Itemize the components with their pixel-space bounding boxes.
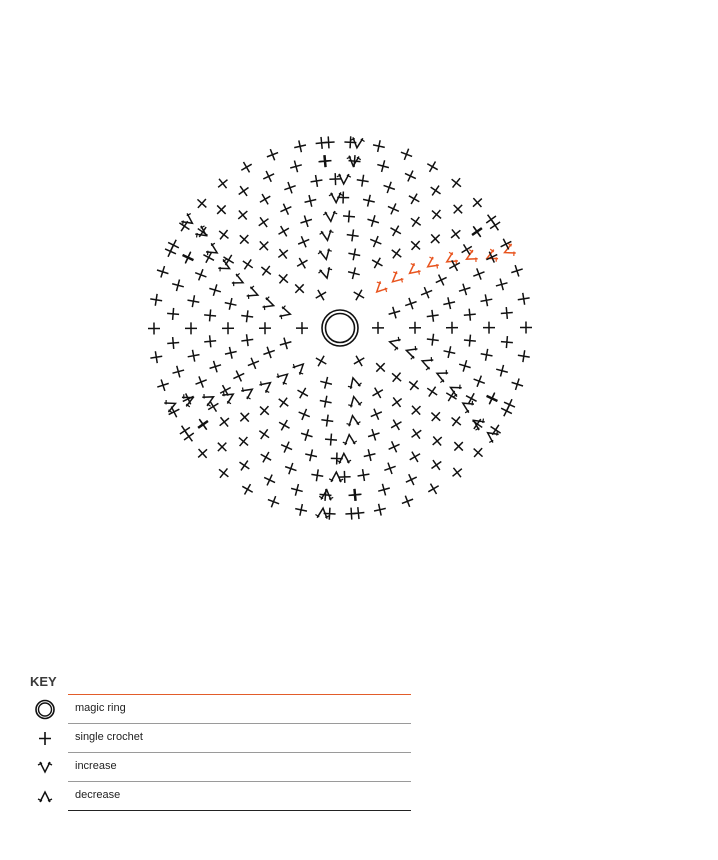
single-crochet-stitch [427, 182, 444, 199]
single-crochet-stitch [406, 191, 422, 207]
single-crochet-stitch [186, 294, 200, 308]
single-crochet-stitch [520, 321, 532, 333]
single-crochet-stitch [442, 296, 456, 310]
single-crochet-stitch [171, 278, 186, 293]
single-crochet-stitch [275, 270, 292, 287]
single-crochet-stitch [222, 322, 234, 334]
single-crochet-stitch [442, 345, 456, 359]
single-crochet-stitch [275, 394, 292, 411]
magic-ring-icon [30, 695, 60, 724]
key-row-magic-ring [30, 695, 411, 724]
key-label: increase [75, 760, 117, 772]
single-crochet-stitch [356, 174, 370, 188]
single-crochet-stitch [181, 428, 198, 445]
single-crochet-stitch [322, 136, 335, 149]
single-crochet-stitch [214, 438, 231, 455]
single-crochet-stitch [310, 468, 324, 482]
single-crochet-stitch [193, 267, 208, 282]
single-crochet-stitch [348, 488, 361, 501]
single-crochet-stitch [231, 368, 247, 384]
single-crochet-stitch [238, 159, 254, 175]
increase-stitch [342, 434, 357, 445]
single-crochet-stitch [167, 307, 180, 320]
single-crochet-stitch [235, 183, 252, 200]
single-crochet-stitch [366, 427, 381, 442]
single-crochet-stitch [262, 472, 278, 488]
single-crochet-stitch [463, 308, 476, 321]
increase-stitch [372, 280, 389, 297]
single-crochet-stitch [387, 305, 402, 320]
single-crochet-stitch [194, 445, 211, 462]
single-crochet-stitch [408, 402, 425, 419]
single-crochet-stitch [261, 345, 276, 360]
single-crochet-stitch [388, 245, 405, 262]
single-crochet-stitch [463, 334, 476, 347]
single-crochet-stitch [469, 416, 486, 433]
single-crochet-stitch [275, 223, 291, 239]
single-crochet-stitch [372, 322, 384, 334]
single-crochet-stitch [382, 180, 397, 195]
single-crochet-stitch [388, 223, 404, 239]
single-crochet-stitch [214, 175, 231, 192]
single-crochet-stitch [278, 201, 294, 217]
single-crochet-stitch [407, 213, 424, 230]
single-crochet-stitch [290, 483, 305, 498]
single-crochet-stitch [433, 272, 449, 288]
single-crochet-stitch [299, 427, 314, 442]
single-crochet-stitch [362, 448, 376, 462]
single-crochet-stitch [296, 407, 312, 423]
single-crochet-stitch [295, 385, 311, 401]
increase-stitch [420, 354, 435, 371]
single-crochet-stitch [148, 322, 160, 334]
single-crochet-stitch [347, 247, 361, 261]
single-crochet-stitch [469, 194, 486, 211]
single-crochet-stitch [386, 439, 402, 455]
single-crochet-stitch [457, 358, 472, 373]
single-crochet-stitch [240, 310, 253, 323]
single-crochet-stitch [484, 391, 500, 407]
single-crochet-stitch [215, 226, 232, 243]
single-crochet-stitch [291, 280, 308, 297]
single-crochet-stitch [517, 349, 531, 363]
single-crochet-stitch [399, 147, 415, 163]
single-crochet-stitch [185, 322, 197, 334]
single-crochet-stitch [500, 336, 513, 349]
single-crochet-stitch [293, 139, 307, 153]
key-label: magic ring [75, 702, 126, 714]
single-crochet-stitch [403, 472, 419, 488]
single-crochet-stitch [382, 461, 397, 476]
key-row-single-crochet [30, 724, 411, 753]
single-crochet-stitch [483, 211, 500, 228]
single-crochet-stitch [446, 257, 462, 273]
single-crochet-stitch [471, 266, 487, 282]
increase-stitch [404, 344, 418, 360]
single-crochet-stitch [204, 309, 217, 322]
single-crochet-stitch [217, 382, 233, 398]
single-crochet-stitch [343, 210, 356, 223]
increase-stitch [246, 285, 261, 302]
single-crochet-stitch [266, 494, 282, 510]
single-crochet-stitch [469, 224, 486, 241]
single-crochet-stitch [155, 378, 170, 393]
single-crochet-stitch [449, 464, 466, 481]
single-crochet-stitch [407, 449, 423, 465]
single-crochet-stitch [255, 214, 272, 231]
decrease-icon [30, 782, 60, 811]
increase-stitch [319, 229, 334, 241]
single-crochet-stitch [193, 374, 209, 390]
single-crochet-stitch [495, 363, 510, 378]
single-crochet-stitch [303, 194, 317, 208]
single-crochet-stitch [428, 206, 445, 223]
single-crochet-stitch [194, 224, 211, 241]
single-crochet-stitch [424, 383, 441, 400]
magic-ring-icon [322, 310, 358, 346]
increase-stitch [180, 212, 196, 229]
single-crochet-stitch [351, 353, 367, 369]
single-crochet-stitch [257, 191, 273, 207]
single-crochet-stitch [310, 174, 324, 188]
single-crochet-stitch [403, 296, 418, 311]
single-crochet-stitch [447, 226, 464, 243]
single-crochet-stitch [319, 376, 334, 391]
single-crochet-stitch [372, 359, 389, 376]
single-crochet-stitch [258, 262, 275, 279]
single-crochet-stitch [299, 214, 314, 229]
single-crochet-stitch [362, 194, 376, 208]
increase-stitch [434, 367, 449, 384]
increase-stitch [217, 258, 232, 275]
single-crochet-stitch [408, 425, 425, 442]
single-crochet-stitch [352, 507, 365, 520]
single-crochet-stitch [215, 465, 232, 482]
single-crochet-stitch [223, 297, 237, 311]
single-crochet-stitch [388, 394, 405, 411]
single-crochet-stitch [368, 234, 384, 250]
single-crochet-stitch [372, 139, 386, 153]
single-crochet-stitch [409, 322, 421, 334]
single-crochet-stitch [246, 355, 262, 371]
increase-stitch [323, 211, 338, 222]
single-crochet-stitch [318, 155, 331, 168]
single-crochet-stitch [239, 481, 255, 497]
single-crochet-stitch [487, 217, 504, 234]
single-crochet-stitch [204, 335, 217, 348]
single-crochet-stitch [385, 201, 401, 217]
single-crochet-stitch [426, 309, 439, 322]
single-crochet-stitch [424, 159, 440, 175]
single-crochet-stitch [205, 398, 222, 415]
single-crochet-stitch [265, 147, 281, 163]
increase-stitch [291, 359, 308, 376]
single-crochet-stitch [171, 364, 186, 379]
single-crochet-stitch [427, 230, 444, 247]
single-crochet-stitch [366, 213, 381, 228]
single-crochet-stitch [313, 287, 329, 303]
single-crochet-stitch [483, 322, 495, 334]
single-crochet-stitch [357, 468, 371, 482]
single-crochet-stitch [294, 503, 308, 517]
key-label: decrease [75, 789, 121, 801]
single-crochet-stitch [400, 494, 416, 510]
single-crochet-stitch [517, 292, 531, 306]
single-crochet-stitch [155, 264, 170, 279]
increase-stitch [484, 427, 500, 444]
single-crochet-stitch [346, 229, 360, 243]
key-label: single crochet [75, 731, 143, 743]
single-crochet-stitch [278, 336, 293, 351]
single-crochet-stitch [321, 414, 335, 428]
increase-stitch [405, 262, 422, 279]
increase-stitch [279, 305, 292, 321]
increase-stitch [258, 377, 275, 394]
single-crochet-stitch [216, 413, 233, 430]
single-crochet-stitch [450, 438, 467, 455]
single-crochet-stitch [296, 234, 312, 250]
single-crochet-stitch [480, 348, 494, 362]
single-crochet-stitch [256, 402, 273, 419]
increase-stitch [346, 376, 362, 389]
single-crochet-stitch [261, 168, 277, 184]
single-crochet-stitch [402, 168, 418, 184]
increase-icon [30, 753, 60, 782]
single-crochet-stitch [494, 277, 509, 292]
single-crochet-stitch [388, 369, 405, 386]
single-crochet-stitch [282, 180, 297, 195]
key-row-increase [30, 753, 411, 782]
key-divider [68, 810, 411, 811]
single-crochet-stitch [419, 285, 435, 301]
increase-stitch [318, 267, 334, 280]
single-crochet-stitch [239, 256, 256, 273]
single-crochet-stitch [331, 452, 343, 464]
single-crochet-stitch [194, 416, 211, 433]
single-crochet-stitch [471, 373, 486, 388]
single-crochet-stitch [388, 417, 404, 433]
single-crochet-stitch [283, 461, 298, 476]
single-crochet-stitch [224, 346, 238, 360]
single-crochet-stitch [319, 395, 333, 409]
single-crochet-stitch [313, 353, 329, 369]
single-crochet-stitch [276, 417, 292, 433]
single-crochet-stitch [449, 201, 466, 218]
single-crochet-stitch [428, 457, 445, 474]
single-crochet-stitch [376, 159, 391, 174]
increase-stitch [388, 270, 405, 287]
single-crochet-stitch [510, 377, 525, 392]
single-crochet-stitch [407, 237, 424, 254]
single-crochet-stitch [323, 507, 336, 520]
increase-stitch [447, 381, 462, 398]
single-crochet-stitch [304, 448, 318, 462]
single-crochet-stitch [426, 333, 439, 346]
single-crochet-stitch [187, 349, 201, 363]
single-crochet-stitch [167, 336, 180, 349]
single-crochet-stitch [296, 322, 308, 334]
single-crochet-stitch [351, 287, 367, 303]
single-crochet-stitch [208, 359, 223, 374]
single-crochet-stitch [149, 350, 163, 364]
single-crochet-stitch [256, 426, 273, 443]
single-crochet-stitch [448, 413, 465, 430]
single-crochet-stitch [425, 481, 441, 497]
single-crochet-stitch [234, 207, 251, 224]
key-row-decrease [30, 782, 411, 811]
key-title: KEY [30, 674, 57, 689]
single-crochet-stitch [405, 377, 422, 394]
single-crochet-stitch [275, 245, 292, 262]
single-crochet-stitch [236, 231, 253, 248]
single-crochet-stitch [255, 237, 272, 254]
single-crochet-stitch [258, 449, 274, 465]
increase-stitch [240, 383, 256, 400]
single-crochet-stitch [236, 457, 253, 474]
single-crochet-stitch [509, 263, 524, 278]
increase-stitch [346, 415, 361, 427]
increase-stitch [424, 255, 440, 272]
single-crochet-stitch [500, 306, 513, 319]
single-crochet-stitch [259, 322, 271, 334]
single-crochet-stitch [368, 406, 384, 422]
single-crochet-stitch [279, 439, 295, 455]
single-crochet-stitch [289, 159, 304, 174]
single-crochet-stitch [446, 322, 458, 334]
single-crochet-stitch [377, 482, 392, 497]
single-crochet-stitch [325, 433, 338, 446]
single-crochet-stitch [149, 293, 163, 307]
single-crochet-stitch [369, 385, 385, 401]
single-crochet-stitch [373, 503, 387, 517]
increase-stitch [231, 272, 246, 289]
single-crochet-stitch [429, 433, 446, 450]
single-crochet-stitch [213, 201, 230, 218]
single-crochet-stitch [448, 174, 465, 191]
single-crochet-stitch [458, 241, 475, 258]
increase-stitch [262, 296, 276, 312]
increase-stitch [317, 248, 333, 261]
single-crochet-stitch [457, 282, 472, 297]
single-crochet-stitch [235, 433, 252, 450]
single-crochet-stitch [347, 266, 362, 281]
single-crochet-stitch [479, 293, 493, 307]
single-crochet-stitch [236, 409, 253, 426]
increase-stitch [347, 395, 363, 408]
single-crochet-stitch [180, 249, 196, 265]
single-crochet-stitch [177, 422, 194, 439]
single-crochet-stitch [241, 333, 254, 346]
single-crochet-stitch [294, 255, 310, 271]
increase-stitch [275, 369, 292, 386]
single-crochet-stitch [427, 408, 444, 425]
single-crochet-stitch [208, 283, 223, 298]
single-crochet-stitch [193, 195, 210, 212]
single-crochet-icon [30, 724, 60, 753]
single-crochet-stitch [470, 444, 487, 461]
increase-stitch [388, 335, 401, 351]
single-crochet-stitch [369, 255, 385, 271]
